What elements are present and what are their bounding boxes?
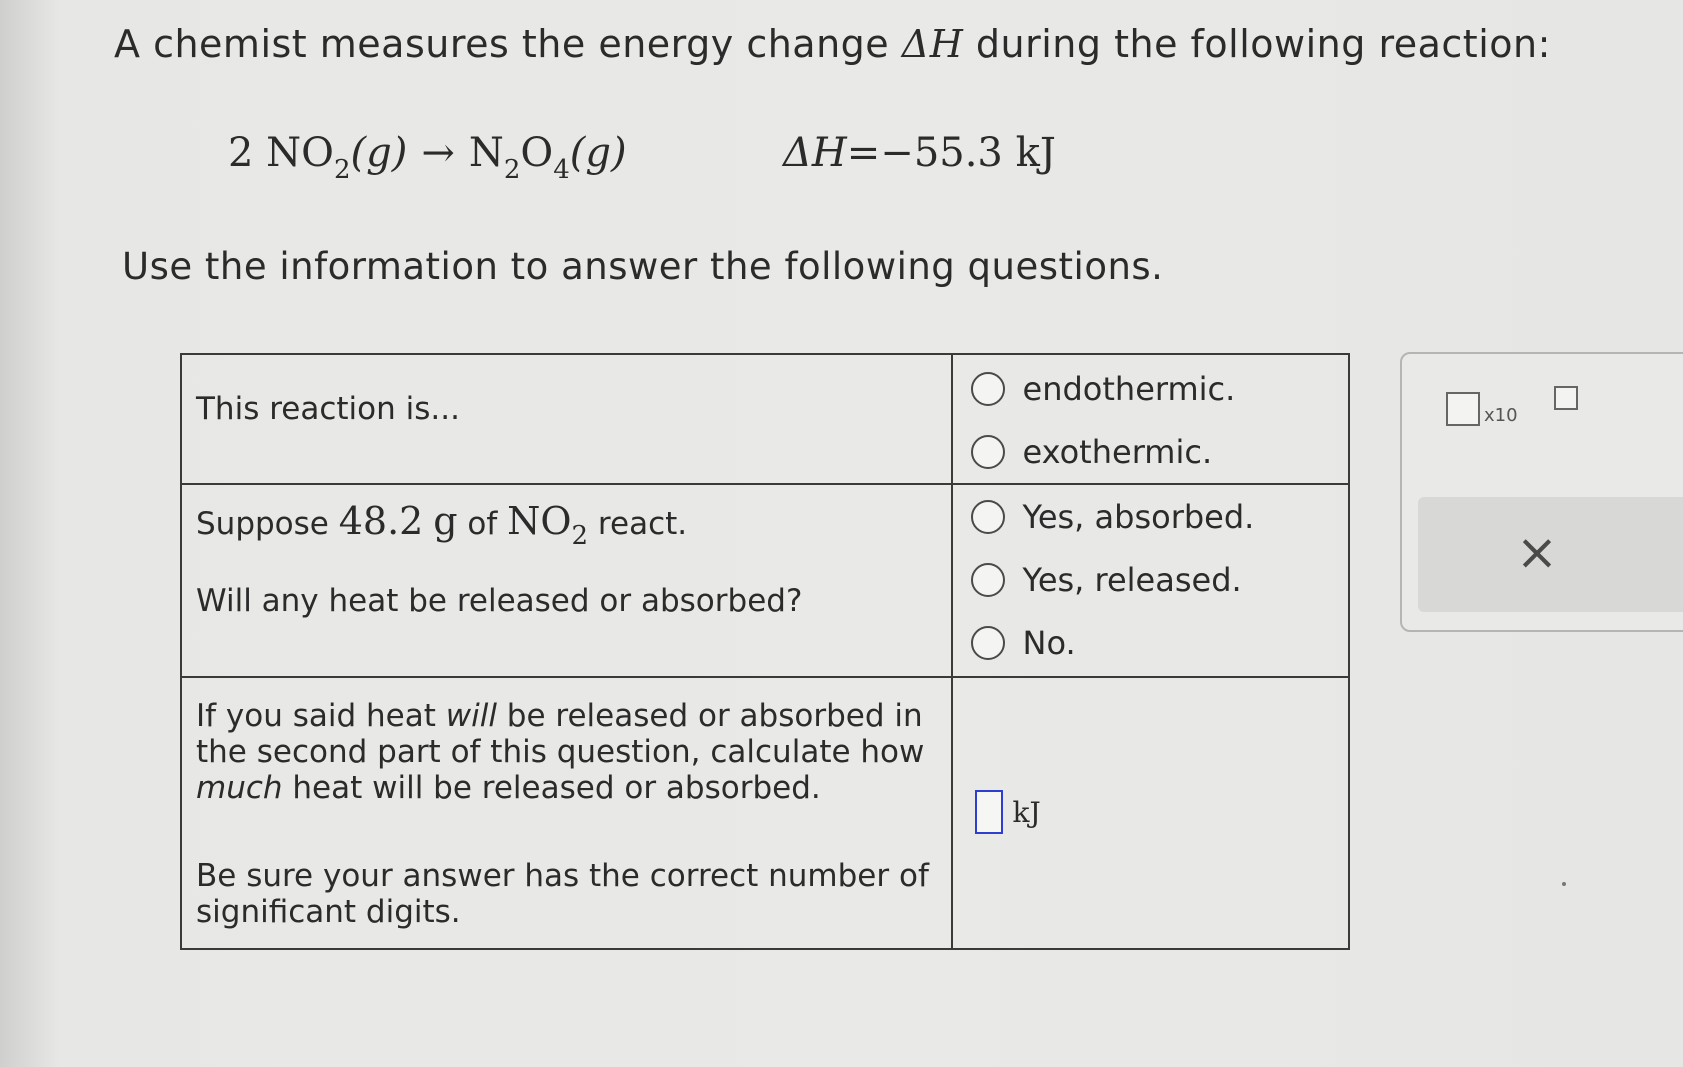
prompt-part: If you said heat — [196, 698, 446, 734]
question-table — [180, 353, 1350, 950]
reaction-arrow: → — [421, 130, 455, 176]
prompt-emphasis-will: will — [445, 698, 497, 734]
of-text: of — [457, 506, 508, 542]
sig-figs-note: Be sure your answer has the correct number of significant digits. — [196, 858, 929, 930]
suppose-text — [182, 485, 951, 551]
intro-text-after: during the following reaction: — [963, 22, 1551, 66]
calculation-prompt — [182, 678, 951, 806]
mass-unit: g — [433, 499, 458, 543]
reaction-equation — [228, 130, 1056, 185]
scientific-notation-button[interactable] — [1446, 392, 1518, 426]
option-label: endothermic. — [1022, 369, 1236, 408]
mass-value: 48.2 — [338, 499, 424, 543]
species-formula: NO — [507, 499, 572, 543]
reaction-type-options — [952, 354, 1349, 484]
heat-question-cell — [181, 484, 952, 677]
species-subscript: 2 — [571, 521, 589, 551]
suppose-prefix: Suppose — [196, 506, 339, 542]
product-state: (g) — [569, 130, 627, 176]
heat-question: Will any heat be released or absorbed? — [196, 583, 803, 619]
reactant-coefficient: 2 — [228, 130, 254, 176]
intro-text — [114, 22, 1551, 66]
table-row — [181, 354, 1349, 484]
tool-strip — [1418, 497, 1683, 612]
reactant-subscript: 2 — [333, 155, 351, 185]
react-text: react. — [588, 506, 688, 542]
option-no[interactable] — [953, 611, 1348, 674]
prompt-part: be released or absorbed in the second part of this question, calculate how — [196, 698, 925, 770]
reactant-formula: NO — [266, 130, 334, 176]
exponent-box-icon — [1554, 386, 1578, 410]
option-label: No. — [1022, 623, 1076, 662]
radio-button[interactable] — [971, 372, 1005, 406]
intro-text-before: A chemist measures the energy change — [114, 22, 902, 66]
enthalpy-label: ΔH — [783, 130, 847, 176]
option-label: Yes, absorbed. — [1022, 497, 1255, 536]
product-o-subscript: 4 — [553, 155, 570, 185]
reaction-type-prompt: This reaction is... — [196, 391, 460, 427]
table-row — [181, 484, 1349, 677]
intro-delta-h: ΔH — [901, 22, 964, 66]
radio-button[interactable] — [971, 500, 1005, 534]
screen-speck — [1562, 882, 1566, 886]
option-label: exothermic. — [1022, 432, 1213, 471]
radio-button[interactable] — [971, 626, 1005, 660]
product-n-subscript: 2 — [503, 155, 521, 185]
answer-input-group — [953, 678, 1348, 834]
heat-options — [952, 484, 1349, 677]
prompt-emphasis-much: much — [196, 770, 283, 806]
reactant-state: (g) — [350, 130, 408, 176]
prompt-part: heat will be released or absorbed. — [282, 770, 821, 806]
reaction-type-prompt-cell — [181, 354, 952, 484]
enthalpy-number: =−55.3 kJ — [846, 130, 1056, 176]
option-yes-absorbed[interactable] — [953, 485, 1348, 548]
product-o: O — [520, 130, 554, 176]
calculation-prompt-cell — [181, 677, 952, 949]
answer-unit: kJ — [1012, 795, 1041, 829]
radio-button[interactable] — [971, 435, 1005, 469]
option-yes-released[interactable] — [953, 548, 1348, 611]
clear-button[interactable]: × — [1516, 523, 1558, 581]
instruction-text: Use the information to answer the following questions. — [122, 245, 1164, 288]
answer-cell — [952, 677, 1349, 949]
option-endothermic[interactable] — [953, 357, 1348, 420]
radio-button[interactable] — [971, 563, 1005, 597]
table-row — [181, 677, 1349, 949]
math-tool-panel — [1400, 352, 1683, 632]
mantissa-box-icon — [1446, 392, 1480, 426]
option-label: Yes, released. — [1022, 560, 1242, 599]
times-ten-label: x10 — [1484, 405, 1518, 426]
answer-input[interactable] — [975, 790, 1003, 834]
option-exothermic[interactable] — [953, 420, 1348, 483]
enthalpy-value — [783, 130, 1056, 176]
product-n: N — [468, 130, 504, 176]
